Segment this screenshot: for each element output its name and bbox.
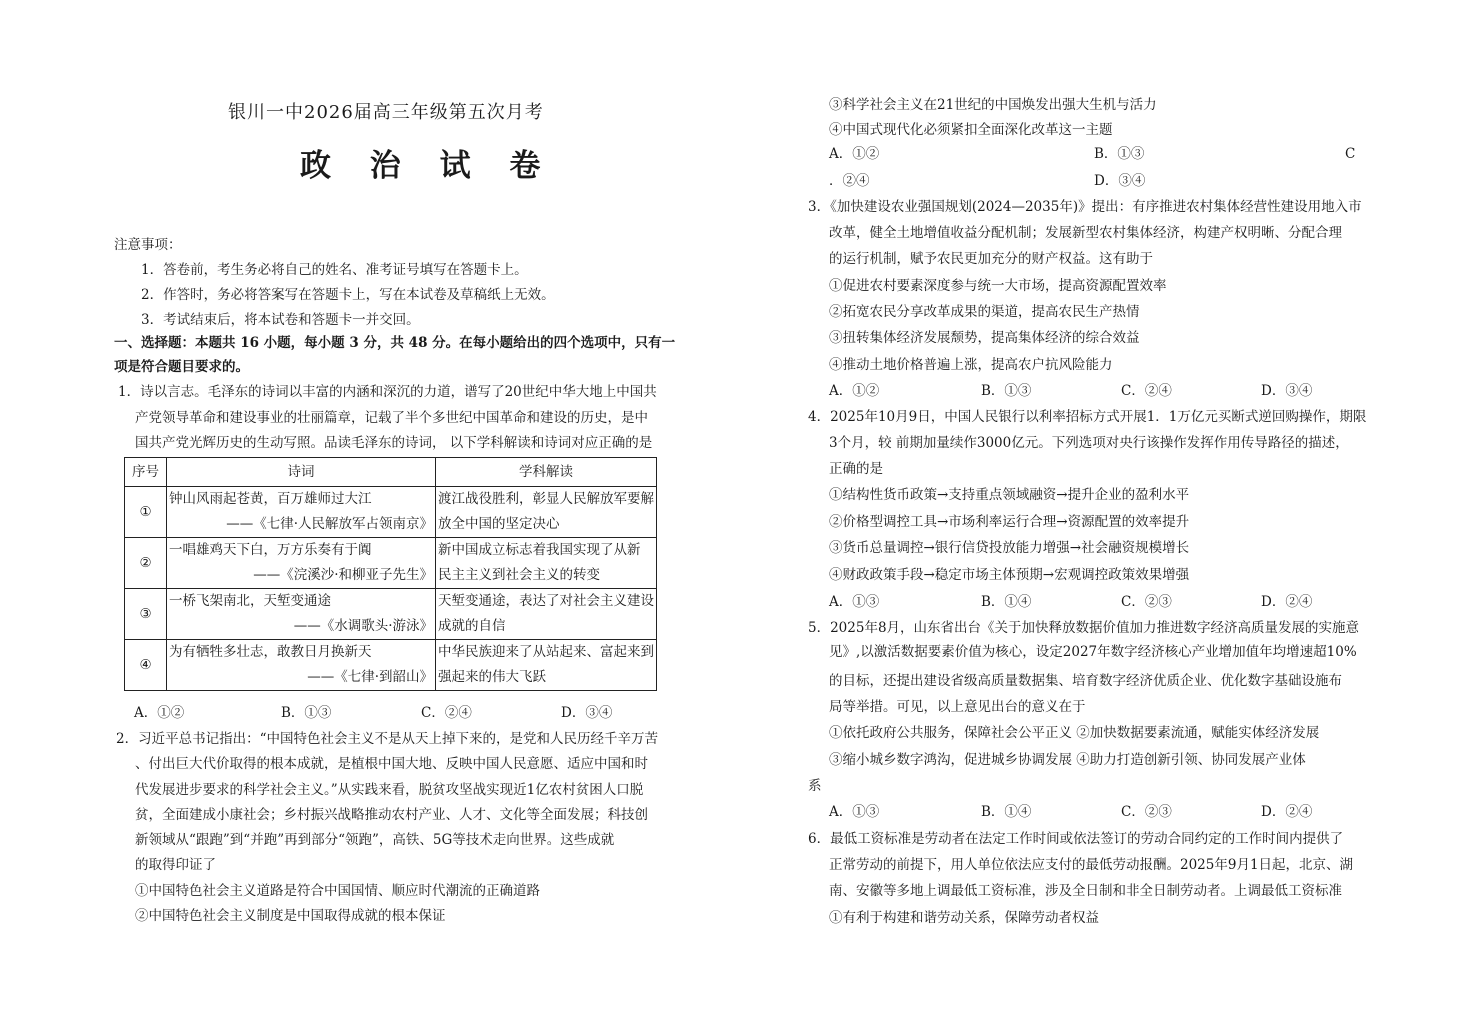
question-line: 新领域从“跟跑”到“并跑”再到部分“领跑”，高铁、5G等技术走向世界。这些成就 [135,832,615,848]
poem-text: 一唱雄鸡天下白，万方乐奏有于阗 [169,542,372,558]
statement-line: ③科学社会主义在21世纪的中国焕发出强大生机与活力 [829,97,1157,113]
interpretation-line: 成就的自信 [438,618,506,634]
question-line: 5．2025年8月，山东省出台《关于加快释放数据价值加力推进数字经济高质量发展的实施意 [808,620,1360,636]
option-c: C．②④ [421,705,472,721]
statement-line: ①中国特色社会主义道路是符合中国国情、顺应时代潮流的正确道路 [135,883,540,899]
interpretation-line: 放全中国的坚定决心 [438,516,560,532]
interpretation-line: 天堑变通途，表达了对社会主义建设 [438,593,654,609]
option-a: A．①③ [829,804,880,820]
poem-text: 一桥飞架南北，天堑变通途 [169,593,331,609]
question-line: 南、安徽等多地上调最低工资标准，涉及全日制和非全日制劳动者。上调最低工资标准 [829,883,1342,899]
row-number: ① [125,487,167,538]
question-line: 的取得印证了 [135,857,216,873]
statement-line: ④财政政策手段→稳定市场主体预期→宏观调控政策效果增强 [829,567,1190,583]
statement-line: ②价格型调控工具→市场利率运行合理→资源配置的效率提升 [829,514,1190,530]
table-row [125,538,657,589]
question-line: 见》,以激活数据要素价值为核心，设定2027年数字经济核心产业增加值年均增速超10% [829,644,1357,660]
statement-line: ①依托政府公共服务，保障社会公平正义 ②加快数据要素流通，赋能实体经济发展 [829,725,1320,741]
question-line: 正确的是 [829,461,883,477]
statement-line: ①结构性货币政策→支持重点领域融资→提升企业的盈利水平 [829,487,1190,503]
statement-line: ①有利于构建和谐劳动关系，保障劳动者权益 [829,910,1099,926]
interpretation-cell [436,640,657,691]
statement-line: ④推动土地价格普遍上涨，提高农户抗风险能力 [829,357,1113,373]
question-line: 贫，全面建成小康社会；乡村振兴战略推动农村产业、人才、文化等全面发展；科技创 [135,807,648,823]
option-a: A．①② [134,705,185,721]
option-c-text: ．②④ [829,173,870,189]
statement-line: ③扭转集体经济发展颓势，提高集体经济的综合效益 [829,330,1140,346]
statement-line: ③缩小城乡数字鸿沟，促进城乡协调发展 ④助力打造创新引领、协同发展产业体 [829,752,1306,768]
note-item: 2．作答时，务必将答案写在答题卡上，写在本试卷及草稿纸上无效。 [141,287,555,303]
table-row [125,487,657,538]
table-header: 学科解读 [436,458,657,487]
section-heading: 一、选择题：本题共 16 小题，每小题 3 分，共 48 分。在每小题给出的四个选项中，只有一 [114,335,676,351]
poem-table [124,457,657,691]
poem-cell [167,589,436,640]
statement-line: ①促进农村要素深度参与统一大市场，提高资源配置效率 [829,278,1167,294]
note-item: 3．考试结束后，将本试卷和答题卡一并交回。 [141,312,420,328]
option-b: B．①④ [981,594,1032,610]
interpretation-cell [436,589,657,640]
table-header-row [125,458,657,487]
section-heading-cont: 项是符合题目要求的。 [114,359,249,375]
poem-cell [167,487,436,538]
option-a: A．①③ [829,594,880,610]
option-d: D．③④ [561,705,613,721]
poem-cell [167,538,436,589]
option-a: A．①② [829,146,880,162]
question-line: 4．2025年10月9日，中国人民银行以利率招标方式开展1．1万亿元买断式逆回购操作，期限 [808,409,1367,425]
option-c-label: C [1345,146,1356,162]
statement-line: ③货币总量调控→银行信贷投放能力增强→社会融资规模增长 [829,540,1190,556]
option-d: D．③④ [1261,383,1313,399]
notes-heading: 注意事项： [114,237,182,253]
question-line: 产党领导革命和建设事业的壮丽篇章，记载了半个多世纪中国革命和建设的历史，是中 [135,410,648,426]
exam-school-title: 银川一中2026届高三年级第五次月考 [228,102,544,123]
statement-line: ②拓宽农民分享改革成果的渠道，提高农民生产热情 [829,304,1140,320]
question-line: 的运行机制，赋予农民更加充分的财产权益。这有助于 [829,251,1153,267]
question-line: 正常劳动的前提下，用人单位依法应支付的最低劳动报酬。2025年9月1日起，北京、湖 [829,857,1354,873]
option-c: C．②④ [1121,383,1172,399]
option-b: B．①③ [981,383,1032,399]
question-line: 改革，健全土地增值收益分配机制；发展新型农村集体经济，构建产权明晰、分配合理 [829,225,1342,241]
interpretation-cell [436,487,657,538]
interpretation-cell [436,538,657,589]
interpretation-line: 中华民族迎来了从站起来、富起来到 [438,644,654,660]
option-b: B．①③ [281,705,332,721]
question-line: 国共产党光辉历史的生动写照。品读毛泽东的诗词， 以下学科解读和诗词对应正确的是 [135,435,653,451]
poem-source: ——《水调歌头·游泳》 [293,618,433,634]
option-b: B．①③ [1094,146,1145,162]
row-number: ③ [125,589,167,640]
question-line: 局等举措。可见，以上意见出台的意义在于 [829,699,1086,715]
table-header: 诗词 [167,458,436,487]
poem-source: ——《七律·人民解放军占领南京》 [226,516,433,532]
interpretation-line: 渡江战役胜利，彰显人民解放军要解 [438,491,654,507]
poem-cell [167,640,436,691]
option-d: D．③④ [1094,173,1146,189]
exam-subject-title: 政 治 试 卷 [300,148,555,184]
statement-line: 系 [808,778,822,794]
poem-source: ——《七律·到韶山》 [307,669,433,685]
poem-text: 为有牺牲多壮志，敢教日月换新天 [169,644,372,660]
question-line: 、付出巨大代价取得的根本成就，是植根中国大地、反映中国人民意愿、适应中国和时 [135,756,648,772]
statement-line: ④中国式现代化必须紧扣全面深化改革这一主题 [829,122,1113,138]
poem-text: 钟山风雨起苍黄，百万雄师过大江 [169,491,372,507]
option-c: C．②③ [1121,594,1172,610]
question-line: 的目标，还提出建设省级高质量数据集、培育数字经济优质企业、优化数字基础设施布 [829,673,1342,689]
interpretation-line: 民主主义到社会主义的转变 [438,567,600,583]
row-number: ④ [125,640,167,691]
interpretation-line: 强起来的伟大飞跃 [438,669,546,685]
option-d: D．②④ [1261,594,1313,610]
question-line: 代发展进步要求的科学社会主义。”从实践来看，脱贫攻坚战实现近1亿农村贫困人口脱 [135,782,644,798]
note-item: 1．答卷前，考生务必将自己的姓名、准考证号填写在答题卡上。 [141,262,528,278]
interpretation-line: 新中国成立标志着我国实现了从新 [438,542,641,558]
option-c: C．②③ [1121,804,1172,820]
poem-source: ——《浣溪沙·和柳亚子先生》 [253,567,433,583]
question-line: 1．诗以言志。毛泽东的诗词以丰富的内涵和深沉的力道，谱写了20世纪中华大地上中国共 [118,384,657,400]
option-d: D．②④ [1261,804,1313,820]
row-number: ② [125,538,167,589]
question-line: 2．习近平总书记指出：“中国特色社会主义不是从天上掉下来的，是党和人民历经千辛万苦 [116,731,658,747]
statement-line: ②中国特色社会主义制度是中国取得成就的根本保证 [135,908,446,924]
option-b: B．①④ [981,804,1032,820]
question-line: 3个月，较 前期加量续作3000亿元。下列选项对央行该操作发挥作用传导路径的描述， [829,435,1349,451]
table-header: 序号 [125,458,167,487]
question-line: 3．《加快建设农业强国规划(2024—2035年)》提出：有序推进农村集体经营性建设用地入市 [808,199,1362,215]
table-row [125,640,657,691]
option-a: A．①② [829,383,880,399]
table-row [125,589,657,640]
question-line: 6．最低工资标准是劳动者在法定工作时间或依法签订的劳动合同约定的工作时间内提供了 [808,831,1344,847]
